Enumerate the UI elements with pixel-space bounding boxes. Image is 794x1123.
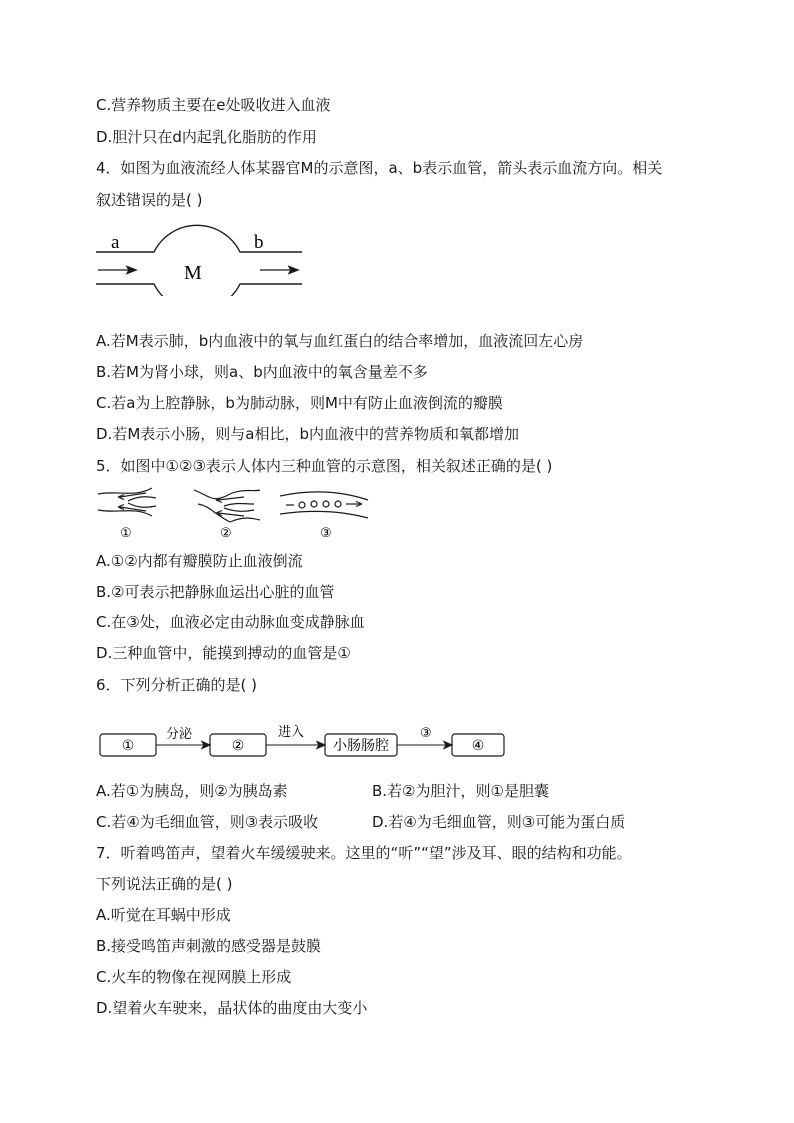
- q4-option-c: C.若a为上腔静脉，b为肺动脉，则M中有防止血液倒流的瓣膜: [96, 394, 503, 412]
- q6-option-c: C.若④为毛细血管，则③表示吸收: [96, 813, 319, 831]
- q7-stem-line2: 下列说法正确的是( ): [96, 875, 233, 893]
- flow-arrow-2-icon: [266, 742, 325, 749]
- vessel-1-shape: [98, 488, 156, 516]
- vessel-label-a: a: [111, 232, 120, 253]
- q5-option-d: D.三种血管中，能摸到搏动的血管是①: [96, 644, 351, 662]
- q5-option-b: B.②可表示把静脉血运出心脏的血管: [96, 583, 335, 601]
- q5-option-c: C.在③处，血液必定由动脉血变成静脉血: [96, 613, 365, 631]
- flow-arrow-1-icon: [156, 742, 210, 749]
- flow-box-2-label: ②: [231, 738, 245, 754]
- q4-stem-line1: 4．如图为血液流经人体某器官M的示意图，a、b表示血管，箭头表示血流方向。相关: [96, 159, 663, 177]
- q7-option-d: D.望着火车驶来，晶状体的曲度由大变小: [96, 999, 368, 1017]
- flow-arrow-3-icon: [397, 742, 452, 749]
- q5-vessels-diagram: [94, 484, 374, 542]
- flow-box-1-label: ①: [121, 738, 135, 754]
- flow-arrow-1-label: 分泌: [166, 727, 193, 742]
- vessel-label-3: ③: [320, 525, 332, 540]
- vessel-label-b: b: [254, 232, 264, 253]
- flow-arrow-3-label: ③: [420, 726, 432, 741]
- flow-box-3-label: 小肠肠腔: [333, 738, 389, 754]
- vessel-2-shape: [194, 490, 260, 522]
- q3-option-d: D.胆汁只在d内起乳化脂肪的作用: [96, 128, 317, 146]
- q4-option-a: A.若M表示肺，b内血液中的氧与血红蛋白的结合率增加，血液流回左心房: [96, 332, 584, 350]
- q3-option-c: C.营养物质主要在e处吸收进入血液: [96, 96, 331, 114]
- q4-option-b: B.若M为肾小球，则a、b内血液中的氧含量差不多: [96, 363, 428, 381]
- q6-option-d: D.若④为毛细血管，则③可能为蛋白质: [372, 813, 626, 831]
- vessel-label-1: ①: [120, 525, 132, 540]
- q5-stem: 5．如图中①②③表示人体内三种血管的示意图，相关叙述正确的是( ): [96, 457, 553, 475]
- flow-box-4-label: ④: [471, 738, 485, 754]
- q7-option-b: B.接受鸣笛声刺激的感受器是鼓膜: [96, 937, 322, 955]
- organ-label-m: M: [184, 262, 202, 284]
- q7-option-a: A.听觉在耳蜗中形成: [96, 906, 231, 924]
- q7-stem-line1: 7．听着鸣笛声，望着火车缓缓驶来。这里的“听”“望”涉及耳、眼的结构和功能。: [96, 844, 632, 862]
- q7-option-c: C.火车的物像在视网膜上形成: [96, 968, 292, 986]
- q6-option-b: B.若②为胆汁，则①是胆囊: [372, 782, 549, 800]
- q6-flow-diagram: [96, 720, 508, 760]
- vessel-wall-top: [96, 225, 302, 252]
- vessel-label-2: ②: [220, 525, 232, 540]
- q5-option-a: A.①②内都有瓣膜防止血液倒流: [96, 552, 303, 570]
- inflow-arrow-icon: [98, 267, 136, 274]
- q6-option-a: A.若①为胰岛，则②为胰岛素: [96, 782, 288, 800]
- q6-stem: 6．下列分析正确的是( ): [96, 676, 258, 694]
- outflow-arrow-icon: [260, 267, 298, 274]
- q4-organ-diagram: [94, 218, 306, 296]
- q4-stem-line2: 叙述错误的是( ): [96, 191, 203, 209]
- vessel-wall-bottom: [96, 284, 302, 296]
- vessel-3-shape: [280, 492, 368, 518]
- q4-option-d: D.若M表示小肠，则与a相比，b内血液中的营养物质和氧都增加: [96, 425, 519, 443]
- flow-arrow-2-label: 进入: [278, 725, 305, 740]
